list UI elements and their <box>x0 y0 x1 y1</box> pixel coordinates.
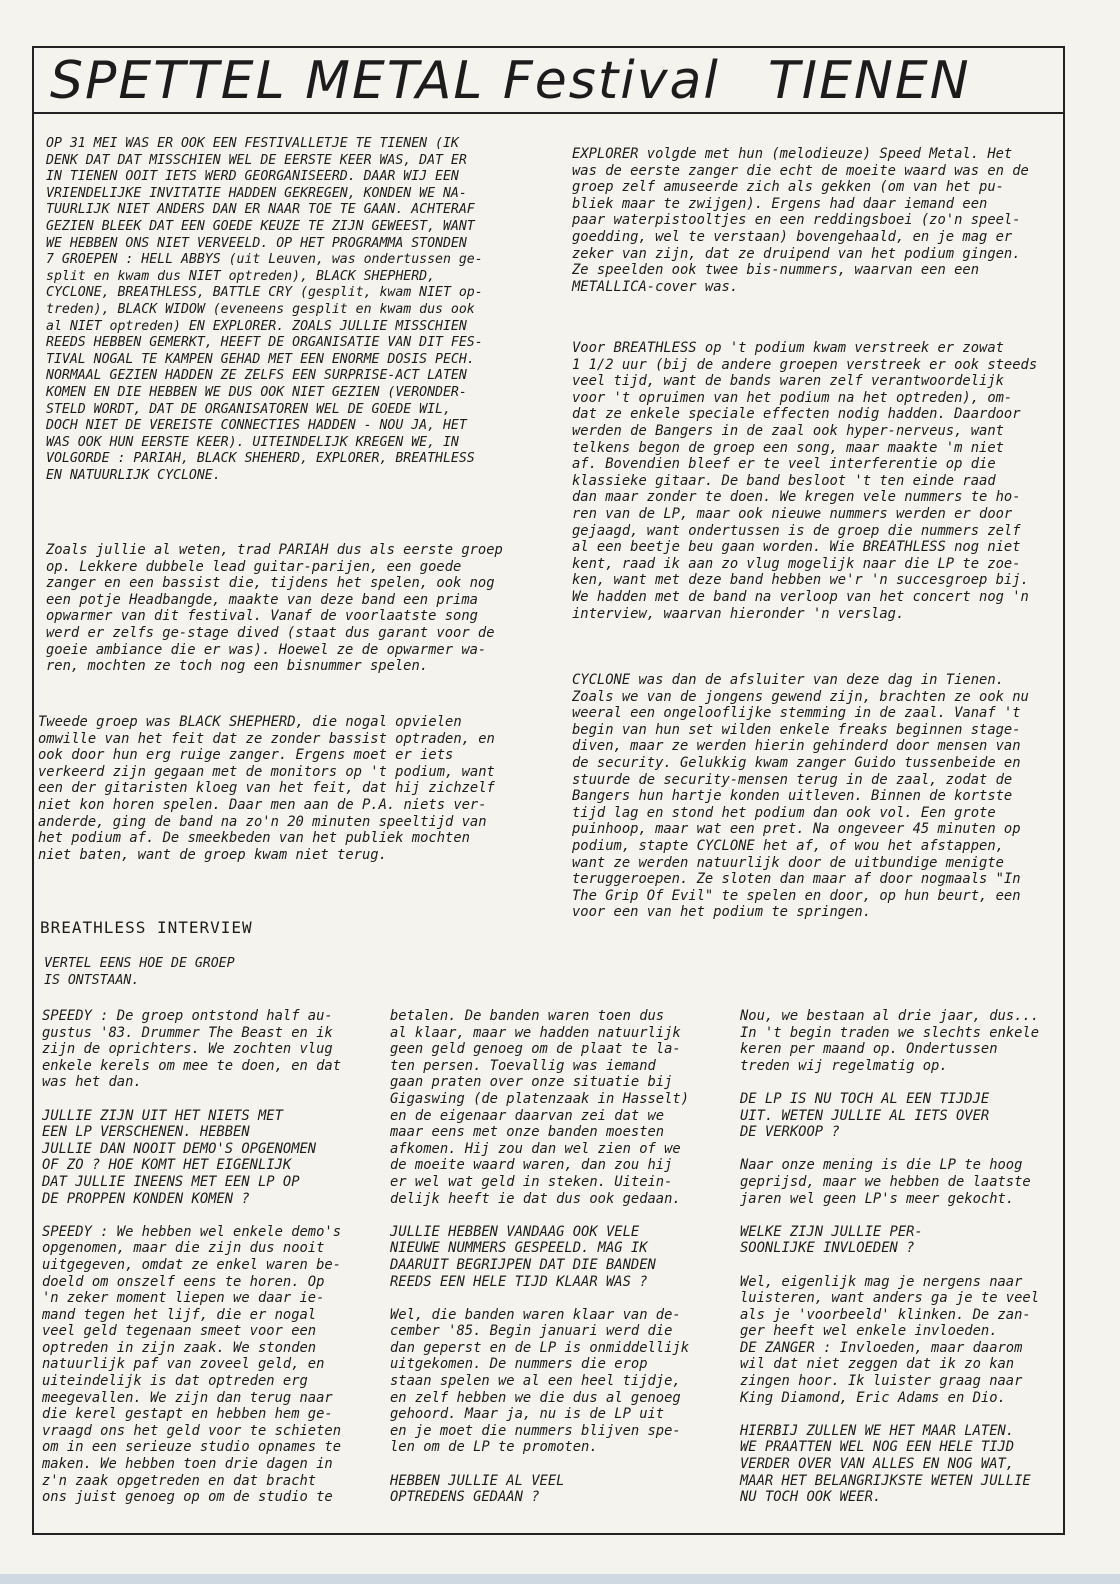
text-line: gustus '83. Drummer The Beast en ik <box>42 1024 333 1041</box>
text-line: en je moet die nummers blijven spe- <box>390 1422 681 1439</box>
text-line: SOONLIJKE INVLOEDEN ? <box>740 1240 915 1257</box>
text-line: dan geperst en de LP is onmiddellijk <box>390 1339 690 1356</box>
text-line: al een beetje beu gaan worden. Wie BREATHLESS nog niet <box>572 539 1021 556</box>
text-line <box>740 1257 1039 1274</box>
pariah-paragraph <box>46 542 503 675</box>
text-line <box>740 1074 1039 1091</box>
text-line: delijk heeft ie dat dus ook gedaan. <box>390 1190 681 1207</box>
text-line: uitgekomen. De nummers die erop <box>390 1356 648 1373</box>
text-line: WAS OOK HUN EERSTE KEER). UITEINDELIJK KREGEN WE, IN <box>46 434 459 450</box>
text-line: en de eigenaar daarvan zei dat we <box>390 1107 665 1124</box>
text-line: len om de LP te promoten. <box>390 1439 598 1456</box>
text-line: gejaagd, want ondertussen is de groep die nummers zelf <box>572 522 1021 539</box>
text-line: maar eens met onze banden moesten <box>390 1124 665 1141</box>
text-line: NORMAAL GEZIEN HADDEN ZE ZELFS EEN SURPRISE-ACT LATEN <box>46 368 467 384</box>
text-line: werd er zelfs ge-stage dived (staat dus garant voor de <box>46 624 495 641</box>
text-line: jaren wel geen LP's meer gekocht. <box>740 1190 1015 1207</box>
text-line: telkens begon de groep een song, maar maakte 'm niet <box>572 439 1004 456</box>
text-line <box>390 1290 689 1307</box>
text-line: OP 31 MEI WAS ER OOK EEN FESTIVALLETJE TE TIENEN (IK <box>46 136 459 151</box>
text-line: 7 GROEPEN : HELL ABBYS (uit Leuven, was ondertussen ge- <box>46 252 483 268</box>
text-line: diven, maar ze werden hierin gehinderd door mensen van <box>572 738 1021 755</box>
text-line: EN NATUURLIJK CYCLONE. <box>46 467 221 483</box>
text-line: WELKE ZIJN JULLIE PER- <box>740 1223 923 1240</box>
text-line: REEDS HEBBEN GEMERKT, HEEFT DE ORGANISATIE VAN DIT FES- <box>46 335 483 351</box>
text-line: Ze speelden ook twee bis-nummers, waarvan een een <box>572 262 980 279</box>
text-line: bliek maar te zwijgen). Ergens had daar iemand een <box>572 195 988 212</box>
text-line: WE HEBBEN ONS NIET VERVEELD. OP HET PROGRAMMA STONDEN <box>46 235 467 251</box>
text-line: voor 't opruimen van het podium na het optreden), om- <box>572 389 1013 406</box>
text-line: DAT JULLIE INEENS MET EEN LP OP <box>42 1173 300 1190</box>
text-line: Gigaswing (de platenzaak in Hasselt) <box>390 1090 690 1107</box>
text-line <box>390 1207 689 1224</box>
text-line: stuurde de security-mensen terug in de zaal, zodat de <box>572 771 1013 788</box>
text-line: het podium af. De smeekbeden van het publiek mochten <box>38 830 470 847</box>
text-line: TIVAL NOGAL TE KAMPEN GEHAD MET EEN ENORME DOSIS PECH. <box>46 351 475 367</box>
text-line <box>42 1091 341 1108</box>
text-line: op. Lekkere dubbele lead guitar-parijen, een goede <box>46 558 462 575</box>
text-line: Zoals we van de jongens gewend zijn, brachten ze ook nu <box>572 688 1029 705</box>
text-line: CYCLONE, BREATHLESS, BATTLE CRY (gesplit, kwam NIET op- <box>46 285 483 301</box>
text-line: niet baten, want de groep kwam niet terug. <box>38 846 387 863</box>
text-line: wil dat niet zeggen dat ik zo kan <box>740 1356 1015 1373</box>
text-line: zanger en een bassist die, tijdens het spelen, ook nog <box>46 575 495 592</box>
text-line: UIT. WETEN JULLIE AL IETS OVER <box>740 1107 990 1124</box>
text-line: die kerel gestapt en hebben hem ge- <box>42 1406 333 1423</box>
title-left: SPETTEL METAL Festival <box>50 51 720 111</box>
text-line <box>42 1207 341 1224</box>
text-line: gehoord. Maar ja, nu is de LP uit <box>390 1406 665 1423</box>
text-line: werden de Bangers in de zaal ook hyper-nerveus, want <box>572 422 1004 439</box>
text-line: IN TIENEN OOIT IETS WERD GEORGANISEERD. DAAR WIJ EEN <box>46 169 459 185</box>
interview-question-1 <box>44 956 235 989</box>
text-line: In 't begin traden we slechts enkele <box>740 1024 1040 1041</box>
text-line: omwille van het feit dat ze zonder bassist optraden, en <box>38 730 495 747</box>
text-line: treden wij regelmatig op. <box>740 1057 948 1074</box>
text-line: DE VERKOOP ? <box>740 1124 840 1141</box>
text-line: veel tijd, want de bands waren zelf verantwoordelijk <box>572 373 1004 390</box>
text-line: ren, mochten ze toch nog een bisnummer spelen. <box>46 658 429 675</box>
text-line: tijd lag en stond het podium dan ook vol. Een grote <box>572 804 996 821</box>
text-line: was het dan. <box>42 1074 142 1091</box>
text-line <box>740 1406 1039 1423</box>
text-line: begin van hun set wilden enkele freaks beginnen stage- <box>572 721 1021 738</box>
text-line: ger heeft wel enkele invloeden. <box>740 1323 998 1340</box>
interview-column-2 <box>390 1008 689 1506</box>
text-line: DENK DAT DAT MISSCHIEN WEL DE EERSTE KEER WAS, DAT ER <box>46 152 467 168</box>
text-line: keren per maand op. Ondertussen <box>740 1041 998 1058</box>
text-line: treden), BLACK WIDOW (eveneens gesplit en kwam dus ook <box>46 301 475 317</box>
text-line: CYCLONE was dan de afsluiter van deze dag in Tienen. <box>572 672 1004 688</box>
text-line: HEBBEN JULLIE AL VEEL <box>390 1472 565 1489</box>
text-line: als je 'voorbeeld' klinken. De zan- <box>740 1306 1031 1323</box>
explorer-paragraph <box>572 146 1029 295</box>
text-line: z'n zaak opgetreden en dat bracht <box>42 1472 317 1489</box>
text-line <box>390 1456 689 1473</box>
text-line: DE LP IS NU TOCH AL EEN TIJDJE <box>740 1090 990 1107</box>
text-line: af. Bovendien bleef er te veel interferentie op die <box>572 456 996 473</box>
text-line: groep zelf amuseerde zich als gekken (om van het pu- <box>572 179 1004 196</box>
page-title <box>50 50 1050 112</box>
text-line: puinhoop, maar wat een pret. Na ongeveer 45 minuten op <box>572 821 1021 838</box>
text-line: VERDER OVER VAN ALLES EN NOG WAT, <box>740 1456 1015 1473</box>
text-line: Nou, we bestaan al drie jaar, dus... <box>740 1008 1040 1024</box>
text-line: JULLIE DAN NOOIT DEMO'S OPGENOMEN <box>42 1140 317 1157</box>
text-line: SPEEDY : We hebben wel enkele demo's <box>42 1223 342 1240</box>
text-line: opwarmer van dit festival. Vanaf de voorlaatste song <box>46 608 478 625</box>
text-line: geen geld genoeg om de plaat te la- <box>390 1041 681 1058</box>
text-line: betalen. De banden waren toen dus <box>390 1008 665 1024</box>
text-line: METALLICA-cover was. <box>572 278 739 295</box>
text-line: WE PRAATTEN WEL NOG EEN HELE TIJD <box>740 1439 1015 1456</box>
text-line: zingen hoor. Ik luister graag naar <box>740 1373 1023 1390</box>
text-line: uiteindelijk is dat optreden erg <box>42 1373 308 1390</box>
text-line: Wel, die banden waren klaar van de- <box>390 1306 681 1323</box>
text-line: TUURLIJK NIET ANDERS DAN ER NAAR TOE TE GAAN. ACHTERAF <box>46 202 475 218</box>
scan-edge <box>0 1574 1120 1584</box>
text-line: opgenomen, maar die zijn dus nooit <box>42 1240 325 1257</box>
text-line: optreden in zijn zaak. We stonden <box>42 1339 317 1356</box>
text-line: goedding, wel te verstaan) bovengehaald, en je mag er <box>572 228 1013 245</box>
breathless-paragraph <box>572 340 1037 622</box>
text-line: er wel wat geld in steken. Uitein- <box>390 1173 673 1190</box>
text-line: om in een serieuze studio opnames te <box>42 1439 342 1456</box>
text-line: enkele kerels om mee te doen, en dat <box>42 1057 342 1074</box>
text-line: Zoals jullie al weten, trad PARIAH dus als eerste groep <box>46 542 503 558</box>
text-line: vraagd ons het geld voor te schieten <box>42 1422 342 1439</box>
text-line: split en kwam dus NIET optreden), BLACK SHEPHERD, <box>46 268 436 284</box>
text-line: ren van de LP, maar ook nieuwe nummers werden er door <box>572 505 1013 522</box>
text-line: DOCH NIET DE VEREISTE CONNECTIES HADDEN - NOU JA, HET <box>46 418 467 434</box>
text-line: We hadden met de band na verloop van het concert nog 'n <box>572 588 1029 605</box>
text-line: veel geld tegenaan smeet voor een <box>42 1323 317 1340</box>
interview-column-3 <box>740 1008 1039 1506</box>
text-line: MAAR HET BELANGRIJKSTE WETEN JULLIE <box>740 1472 1031 1489</box>
text-line: klassieke gitaar. De band besloot 't ten einde raad <box>572 472 996 489</box>
text-line: VERTEL EENS HOE DE GROEP <box>44 956 235 971</box>
text-line: STELD WORDT, DAT DE ORGANISATOREN WEL DE GOEDE WIL, <box>46 401 451 417</box>
text-line <box>740 1141 1039 1158</box>
text-line: verkeerd zijn gegaan met de monitors op 't podium, want <box>38 763 495 780</box>
text-line: goeie ambiance die er was). Hoewel ze de opwarmer wa- <box>46 641 487 658</box>
text-line: IS ONTSTAAN. <box>44 972 140 988</box>
text-line: GEZIEN BLEEK DAT EEN GOEDE KEUZE TE ZIJN GEWEEST, WANT <box>46 218 475 234</box>
interview-column-1 <box>42 1008 341 1506</box>
text-line: gaan praten over onze situatie bij <box>390 1074 673 1091</box>
text-line: NIEUWE NUMMERS GESPEELD. MAG IK <box>390 1240 648 1257</box>
text-line: ken, want met deze band hebben we'r 'n succesgroep bij. <box>572 572 1029 589</box>
text-line: ten persen. Toevallig was iemand <box>390 1057 656 1074</box>
text-line: Wel, eigenlijk mag je nergens naar <box>740 1273 1023 1290</box>
text-line: een der gitaristen kloeg van het feit, dat hij zichzelf <box>38 780 495 797</box>
text-line: Bangers hun hartje konden uitleven. Binnen de kortste <box>572 788 1013 805</box>
text-line: meegevallen. We zijn dan terug naar <box>42 1389 333 1406</box>
title-right: TIENEN <box>768 51 971 111</box>
text-line <box>740 1207 1039 1224</box>
text-line: Voor BREATHLESS op 't podium kwam verstreek er zowat <box>572 340 1004 356</box>
text-line: OPTREDENS GEDAAN ? <box>390 1489 540 1506</box>
text-line: teruggeroepen. Ze sloten dan maar af door nogmaals "In <box>572 871 1021 888</box>
interview-heading: BREATHLESS INTERVIEW <box>40 918 253 937</box>
text-line: JULLIE HEBBEN VANDAAG OOK VELE <box>390 1223 640 1240</box>
text-line: EXPLORER volgde met hun (melodieuze) Speed Metal. Het <box>572 146 1013 162</box>
text-line: 'n zeker moment liepen we daar ie- <box>42 1290 325 1307</box>
text-line: dat ze enkele speciale effecten nodig hadden. Daardoor <box>572 406 1021 423</box>
text-line: DE PROPPEN KONDEN KOMEN ? <box>42 1190 250 1207</box>
text-line: zeker van zijn, dat ze druipend van het podium gingen. <box>572 245 1021 262</box>
text-line: dan maar zonder te doen. We kregen vele nummers te ho- <box>572 489 1021 506</box>
text-line: de moeite waard waren, dan zou hij <box>390 1157 673 1174</box>
text-line: was de eerste zanger die echt de moeite waard was en de <box>572 162 1029 179</box>
cyclone-paragraph <box>572 672 1029 921</box>
text-line: mand tegen het lijf, die er nogal <box>42 1306 317 1323</box>
text-line: The Grip Of Evil" te spelen en door, op hun beurt, een <box>572 887 1021 904</box>
text-line: afkomen. Hij zou dan wel zien of we <box>390 1140 681 1157</box>
text-line: ook door hun erg ruige zanger. Ergens moet er iets <box>38 747 454 764</box>
text-line: ons juist genoeg op om de studio te <box>42 1489 333 1506</box>
text-line: want ze werden natuurlijk door de uitbundige menigte <box>572 854 1004 871</box>
text-line: DAARUIT BEGRIJPEN DAT DIE BANDEN <box>390 1256 656 1273</box>
text-line: VRIENDELIJKE INVITATIE HADDEN GEKREGEN, KONDEN WE NA- <box>46 185 467 201</box>
text-line: staan spelen we al een heel tijdje, <box>390 1373 681 1390</box>
text-line: al klaar, maar we hadden natuurlijk <box>390 1024 681 1041</box>
text-line: geprijsd, maar we hebben de laatste <box>740 1173 1031 1190</box>
text-line: zijn de oprichters. We zochten vlug <box>42 1041 333 1058</box>
text-line: DE ZANGER : Invloeden, maar daarom <box>740 1339 1023 1356</box>
text-line: luisteren, want anders ga je te veel <box>740 1290 1040 1307</box>
text-line: maken. We hebben toen drie dagen in <box>42 1456 333 1473</box>
text-line: OF ZO ? HOE KOMT HET EIGENLIJK <box>42 1157 292 1174</box>
black-shepherd-paragraph <box>38 714 495 863</box>
text-line: 1 1/2 uur (bij de andere groepen verstreek er ook steeds <box>572 356 1038 373</box>
text-line: EEN LP VERSCHENEN. HEBBEN <box>42 1124 250 1141</box>
text-line: SPEEDY : De groep ontstond half au- <box>42 1008 333 1024</box>
text-line: NU TOCH OOK WEER. <box>740 1489 882 1506</box>
text-line: anderde, ging de band na zo'n 20 minuten speeltijd van <box>38 813 487 830</box>
text-line: podium, stapte CYCLONE het af, of wou het afstappen, <box>572 837 1004 854</box>
text-line: natuurlijk paf van zoveel geld, en <box>42 1356 325 1373</box>
text-line: een potje Headbangde, maakte van deze band een prima <box>46 591 478 608</box>
text-line: voor een van het podium te springen. <box>572 904 872 921</box>
text-line: Tweede groep was BLACK SHEPHERD, die nogal opvielen <box>38 714 462 730</box>
text-line: al NIET optreden) EN EXPLORER. ZOALS JULLIE MISSCHIEN <box>46 318 467 334</box>
text-line: doeld om onszelf eens te horen. Op <box>42 1273 325 1290</box>
text-line: interview, waarvan hieronder 'n verslag. <box>572 605 905 622</box>
text-line: cember '85. Begin januari werd die <box>390 1323 673 1340</box>
text-line: en zelf hebben we die dus al genoeg <box>390 1389 681 1406</box>
text-line: de security. Gelukkig kwam zanger Guido tussenbeide en <box>572 754 1021 771</box>
text-line: REEDS EEN HELE TIJD KLAAR WAS ? <box>390 1273 648 1290</box>
text-line: niet kon horen spelen. Daar men aan de P.A. niets ver- <box>38 796 487 813</box>
text-line: VOLGORDE : PARIAH, BLACK SHEHERD, EXPLORER, BREATHLESS <box>46 451 475 467</box>
text-line: JULLIE ZIJN UIT HET NIETS MET <box>42 1107 283 1124</box>
text-line: HIERBIJ ZULLEN WE HET MAAR LATEN. <box>740 1422 1015 1439</box>
text-line: weeral een ongelooflijke stemming in de zaal. Vanaf 't <box>572 705 1021 722</box>
text-line: kent, raad ik aan zo vlug mogelijk naar die LP te zoe- <box>572 555 1021 572</box>
text-line: King Diamond, Eric Adams en Dio. <box>740 1389 1006 1406</box>
text-line: uitgegeven, omdat ze enkel waren be- <box>42 1256 342 1273</box>
text-line: KOMEN EN DIE HEBBEN WE DUS OOK NIET GEZIEN (VERONDER- <box>46 384 467 400</box>
text-line: Naar onze mening is die LP te hoog <box>740 1157 1023 1174</box>
text-line: paar waterpistooltjes en een reddingsboei (zo'n speel- <box>572 212 1021 229</box>
intro-paragraph <box>46 136 483 484</box>
